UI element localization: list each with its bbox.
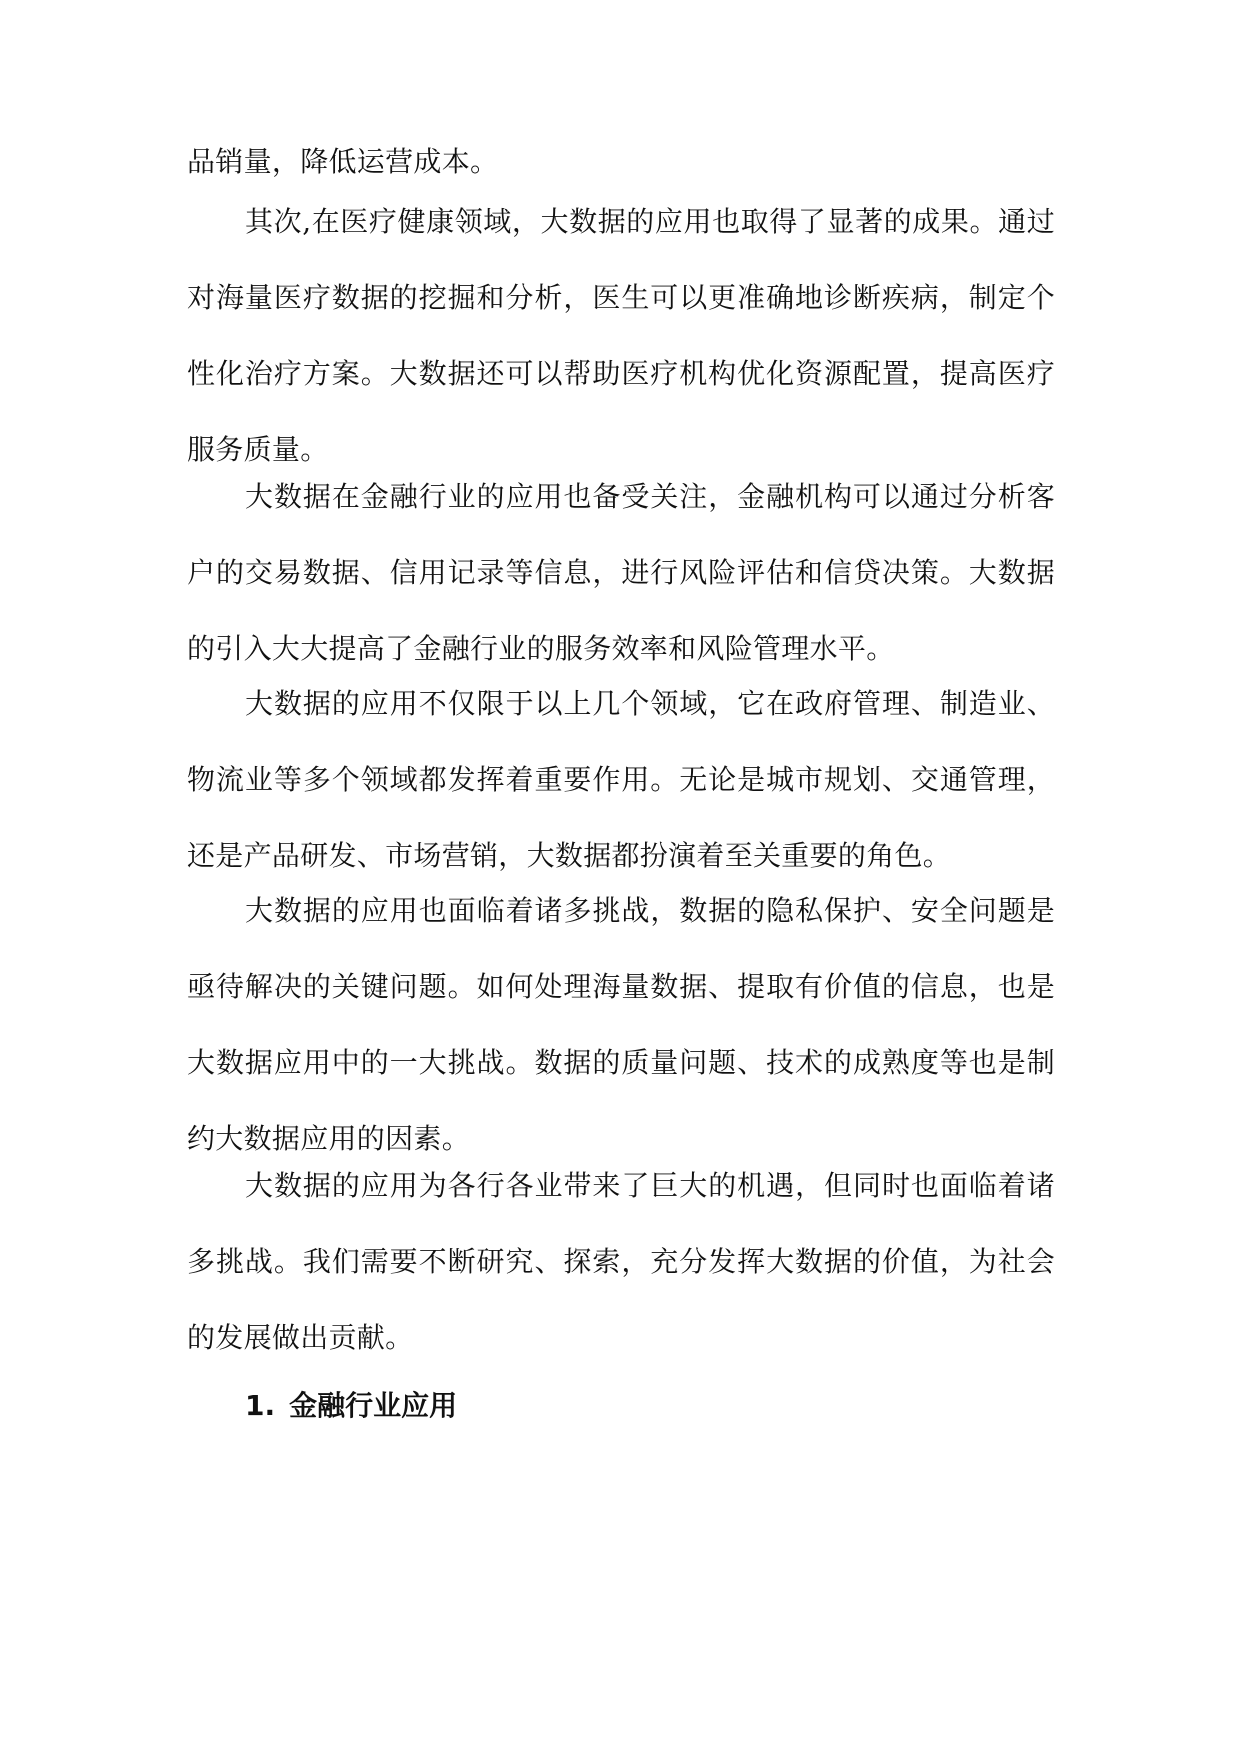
paragraph-healthcare: 其次,在医疗健康领域，大数据的应用也取得了显著的成果。通过对海量医疗数据的挖掘和分析，医生可以更准确地诊断疾病，制定个性化治疗方案。大数据还可以帮助医疗机构优化资源配置，提高医疗服务质量。 [187,205,1055,466]
paragraph-conclusion: 大数据的应用为各行各业带来了巨大的机遇，但同时也面临着诸多挑战。我们需要不断研究、探索，充分发挥大数据的价值，为社会的发展做出贡献。 [187,1169,1055,1354]
paragraph-other-fields: 大数据的应用不仅限于以上几个领域，它在政府管理、制造业、物流业等多个领域都发挥着重要作用。无论是城市规划、交通管理，还是产品研发、市场营销，大数据都扮演着至关重要的角色。 [187,687,1055,872]
section-title: 金融行业应用 [289,1389,458,1422]
section-number: 1. [245,1389,276,1422]
paragraph-continuation: 品销量，降低运营成本。 [187,145,499,178]
paragraph-challenges: 大数据的应用也面临着诸多挑战，数据的隐私保护、安全问题是亟待解决的关键问题。如何处理海量数据、提取有价值的信息，也是大数据应用中的一大挑战。数据的质量问题、技术的成熟度等也是制约大数据应用的因素。 [187,894,1055,1155]
paragraph-finance: 大数据在金融行业的应用也备受关注，金融机构可以通过分析客户的交易数据、信用记录等信息，进行风险评估和信贷决策。大数据的引入大大提高了金融行业的服务效率和风险管理水平。 [187,480,1055,665]
section-heading [245,1386,457,1426]
